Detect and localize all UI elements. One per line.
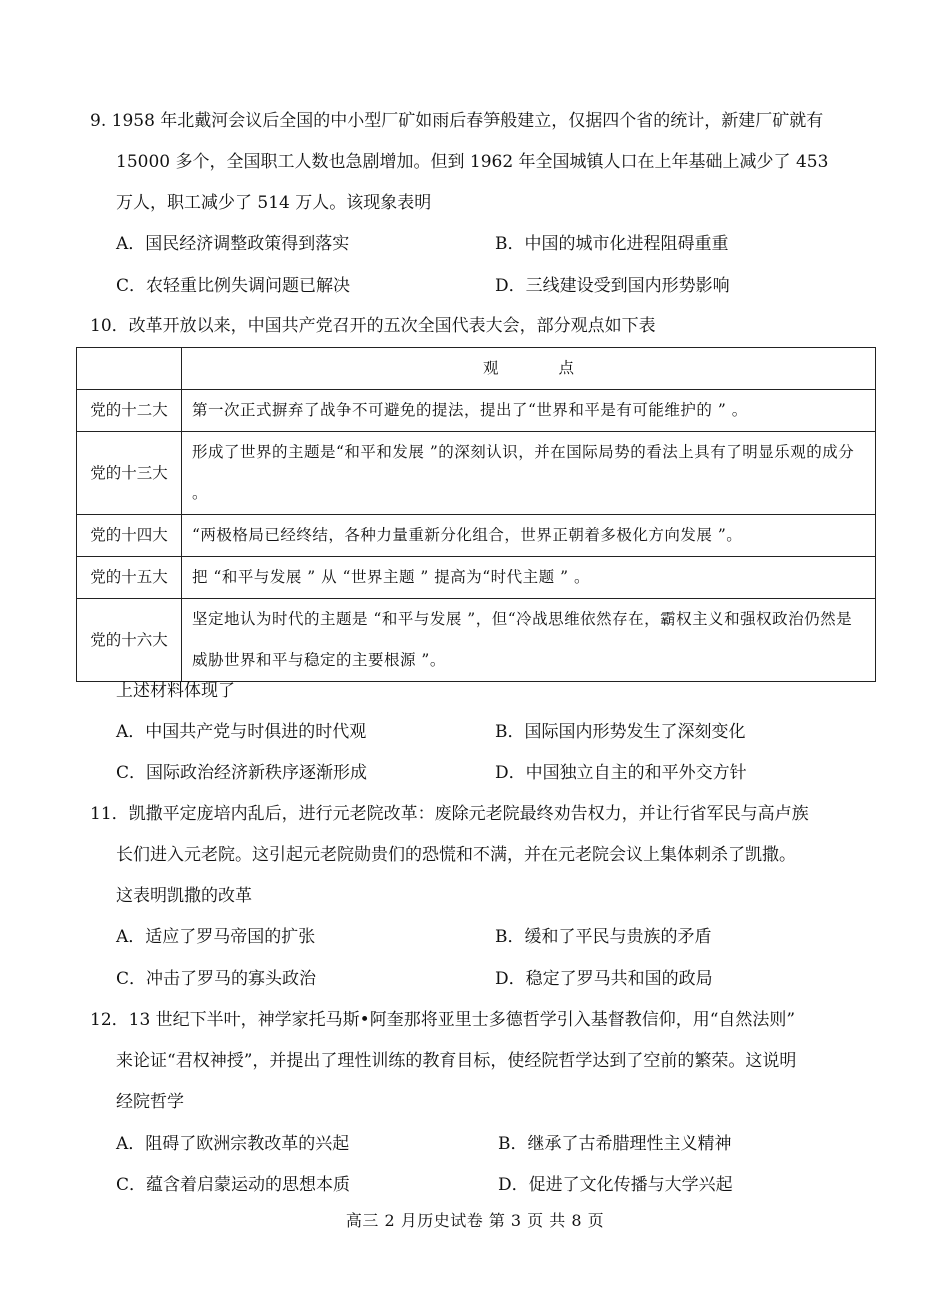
q11-option-a: A．适应了罗马帝国的扩张 bbox=[116, 927, 316, 947]
table-header-cell bbox=[182, 348, 876, 390]
q10-option-c: C．国际政治经济新秩序逐渐形成 bbox=[116, 763, 368, 783]
table-row bbox=[77, 557, 876, 599]
q12-option-c: C．蕴含着启蒙运动的思想本质 bbox=[116, 1175, 351, 1195]
q9-option-c: C．农轻重比例失调问题已解决 bbox=[116, 276, 351, 296]
q10-option-a: A．中国共产党与时俱进的时代观 bbox=[116, 722, 367, 742]
table-header-empty-cell bbox=[77, 348, 182, 390]
q9-stem-line-1: 9. 1958 年北戴河会议后全国的中小型厂矿如雨后春笋般建立，仅据四个省的统计，新建厂矿就有 bbox=[90, 111, 824, 131]
q9-stem-line-3: 万人，职工减少了 514 万人。该现象表明 bbox=[116, 193, 432, 213]
q11-option-c: C．冲击了罗马的寡头政治 bbox=[116, 969, 317, 989]
row-label: 党的十六大 bbox=[77, 599, 182, 682]
q11-stem-line-3: 这表明凯撒的改革 bbox=[116, 886, 252, 906]
q12-option-d: D．促进了文化传播与大学兴起 bbox=[498, 1175, 733, 1195]
q12-option-a: A．阻碍了欧洲宗教改革的兴起 bbox=[116, 1134, 350, 1154]
q12-stem-line-2: 来论证“君权神授”，并提出了理性训练的教育目标，使经院哲学达到了空前的繁荣。这说明 bbox=[116, 1051, 797, 1071]
q12-option-b: B．继承了古希腊理性主义精神 bbox=[498, 1134, 732, 1154]
row-content: 把 “和平与发展 ” 从 “世界主题 ” 提高为“时代主题 ” 。 bbox=[182, 557, 876, 599]
table-row bbox=[77, 515, 876, 557]
row-label: 党的十五大 bbox=[77, 557, 182, 599]
row-content: 形成了世界的主题是“和平和发展 ”的深刻认识，并在国际局势的看法上具有了明显乐观的成分 。 bbox=[182, 432, 876, 515]
q11-option-d: D．稳定了罗马共和国的政局 bbox=[495, 969, 713, 989]
page-footer: 高三 2 月历史试卷 第 3 页 共 8 页 bbox=[345, 1211, 605, 1230]
row-label: 党的十二大 bbox=[77, 390, 182, 432]
q9-option-d: D．三线建设受到国内形势影响 bbox=[495, 276, 730, 296]
table-header-label: 观点 bbox=[482, 359, 634, 377]
q11-stem-line-2: 长们进入元老院。这引起元老院勋贵们的恐慌和不满，并在元老院会议上集体刺杀了凯撒。 bbox=[116, 845, 796, 865]
q11-stem-line-1: 11．凯撒平定庞培内乱后，进行元老院改革：废除元老院最终劝告权力，并让行省军民与高卢族 bbox=[90, 804, 809, 824]
q10-stem: 10．改革开放以来，中国共产党召开的五次全国代表大会，部分观点如下表 bbox=[90, 316, 656, 336]
table-row bbox=[77, 390, 876, 432]
viewpoints-table bbox=[76, 347, 876, 682]
q10-option-b: B．国际国内形势发生了深刻变化 bbox=[495, 722, 746, 742]
row-label: 党的十四大 bbox=[77, 515, 182, 557]
q12-stem-line-1: 12．13 世纪下半叶，神学家托马斯•阿奎那将亚里士多德哲学引入基督教信仰，用“自然法则” bbox=[90, 1010, 796, 1030]
row-content: “两极格局已经终结，各种力量重新分化组合，世界正朝着多极化方向发展 ”。 bbox=[182, 515, 876, 557]
table-row bbox=[77, 432, 876, 515]
row-content: 第一次正式摒弃了战争不可避免的提法，提出了“世界和平是有可能维护的 ” 。 bbox=[182, 390, 876, 432]
q9-stem-line-2: 15000 多个，全国职工人数也急剧增加。但到 1962 年全国城镇人口在上年基础上减少了 453 bbox=[116, 152, 829, 172]
q9-option-a: A．国民经济调整政策得到落实 bbox=[116, 234, 350, 254]
row-label: 党的十三大 bbox=[77, 432, 182, 515]
row-content: 坚定地认为时代的主题是 “和平与发展 ”，但“冷战思维依然存在，霸权主义和强权政治仍然是威胁世界和平与稳定的主要根源 ”。 bbox=[182, 599, 876, 682]
table-row bbox=[77, 599, 876, 682]
table-header-row bbox=[77, 348, 876, 390]
q9-option-b: B．中国的城市化进程阻碍重重 bbox=[495, 234, 729, 254]
q11-option-b: B．缓和了平民与贵族的矛盾 bbox=[495, 927, 712, 947]
q12-stem-line-3: 经院哲学 bbox=[116, 1092, 184, 1112]
q10-option-d: D．中国独立自主的和平外交方针 bbox=[495, 763, 747, 783]
q10-after-text: 上述材料体现了 bbox=[116, 681, 235, 701]
